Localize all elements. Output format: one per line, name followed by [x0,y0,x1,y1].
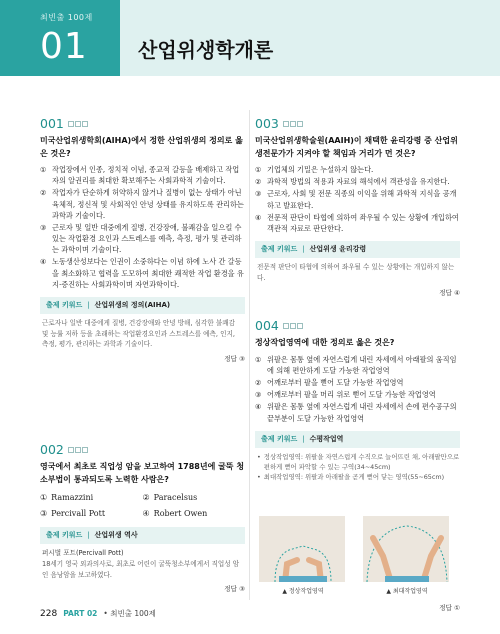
question-number: 004 [255,318,279,333]
check-boxes [283,121,303,127]
normal-area-illustration [257,516,349,595]
keyword-bar: 출제 키워드 | 산업위생 역사 [40,527,245,544]
keyword-bar: 출제 키워드 | 수평작업역 [255,431,460,448]
column-divider [249,110,250,600]
option: ① 기업체의 기밀은 누설하지 않는다. [255,165,374,175]
question-text: 정상작업영역에 대한 정의로 옳은 것은? [255,338,395,348]
question-number: 003 [255,116,279,131]
chapter-header [0,0,500,76]
explanation: 근로자나 일반 대중에게 질병, 건강장애와 안녕 방해, 심각한 불쾌감 및 능률 저하 등을 초래하는 작업환경요인과 스트레스를 예측, 인지, 측정, 평가, 관리하는 과학과 기술이다. [42,318,235,349]
question-001 [40,114,245,365]
option: ④ 위팔은 몸통 옆에 자연스럽게 내린 자세에서 손에 편수공구의 끝부분이 도달 가능한 작업영역 [255,402,457,423]
chapter-title: 산업위생학개론 [138,38,274,62]
answer: 정답 ④ [439,288,460,297]
explanation: 18세기 영국 외과의사로, 최초로 어린이 굴뚝청소부에게서 직업성 암인 음낭암을 보고하였다. [42,559,240,579]
option-grid [40,492,245,520]
bullet-item: • 정상작업영역: 위팔을 자연스럽게 수직으로 늘어뜨린 채, 아래팔만으로 편하게 뻗어 파악할 수 있는 구역(34~45cm) [257,452,460,471]
keyword-bar: 출제 키워드 | 산업위생 윤리강령 [255,241,460,258]
page-footer [40,608,156,619]
keyword-value: 산업위생의 정의(AIHA) [94,300,171,309]
keyword-label: 출제 키워드 [261,434,298,443]
page-number: 228 [40,609,58,619]
check-boxes [68,447,88,453]
part-label: PART 02 [63,609,98,618]
chapter-number: 01 [40,26,88,67]
question-003 [255,114,460,298]
figure-caption-normal: ▲ 정상작업영역 [282,588,324,595]
keyword-value: 산업위생 윤리강령 [309,245,367,254]
keyword-label: 출제 키워드 [261,245,298,254]
max-arm-icon [361,516,453,582]
question-text: 미국산업위생학술원(AAIH)이 채택한 윤리강령 중 산업위생전문가가 지켜야 할 책임과 거리가 먼 것은? [255,136,458,158]
answer: 정답 ③ [224,355,245,364]
answer: 정답 ③ [224,585,245,594]
keyword-bar: 출제 키워드 | 산업위생의 정의(AIHA) [40,297,245,314]
option: ② 어깨로부터 팔을 뻗어 도달 가능한 작업영역 [255,378,404,388]
option: ① 작업장에서 인종, 정치적 이념, 종교적 갈등을 배제하고 작업자의 알권리를 최대한 확보해주는 사회과학적 기술이다. [40,165,240,186]
option: ② Paracelsus [142,493,198,503]
explanation-bullets [255,448,460,483]
keyword-label: 출제 키워드 [46,300,83,309]
question-text: 영국에서 최초로 직업성 암을 보고하여 1788년에 굴뚝 청소부법이 통과되도록 노력한 사람은? [40,462,245,484]
work-area-figure [257,516,455,598]
keyword-label: 출제 키워드 [46,530,83,539]
keyword-value: 수평작업역 [309,434,344,443]
option: ④ 노동생산성보다는 인권이 소중하다는 이념 하에 노사 간 갈등을 최소화하고 협력을 도모하여 최대한 쾌적한 작업 환경을 유지·증진하는 사회과학이며 자연과학이다. [40,257,244,289]
question-number: 002 [40,442,64,457]
check-boxes [283,323,303,329]
bullet-item: • 최대작업영역: 위팔과 아래팔을 곧게 뻗어 닿는 영역(55~65cm) [257,473,445,482]
check-boxes [68,121,88,127]
chapter-subtitle: 최빈출 100제 [40,13,93,22]
option: ② 과학적 방법의 적용과 자료의 해석에서 객관성을 유지한다. [255,177,450,187]
option: ① 위팔은 몸통 옆에 자연스럽게 내린 자세에서 아래팔의 움직임에 의해 편안하게 도달 가능한 작업영역 [255,354,457,375]
chapter-number-block [0,0,120,76]
question-002 [40,440,245,595]
question-number: 001 [40,116,64,131]
option: ④ Robert Owen [142,508,208,518]
option: ④ 전문적 판단이 타협에 의하여 좌우될 수 있는 상황에 개입하여 객관적 자료로 판단한다. [255,212,459,233]
option: ③ Percivall Pott [40,508,106,518]
option: ③ 근로자, 사회 및 전문 직종의 이익을 위해 과학적 지식을 공개하고 발표한다. [255,189,457,210]
answer: 정답 ① [439,604,460,612]
option: ② 작업자가 단순하게 허약하지 않거나 질병이 없는 상태가 아닌 육체적, 정신적 및 사회적인 안녕 상태를 유지하도록 관리하는 과학과 기술이다. [40,188,244,220]
keyword-value: 산업위생 역사 [94,530,138,539]
option: ③ 근로자 및 일반 대중에게 질병, 건강장애, 불쾌감을 일으킬 수 있는 작업환경 요인과 스트레스를 예측, 측정, 평가 및 관리하는 과학이며 기술이다. [40,222,242,255]
option: ① Ramazzini [40,493,94,503]
figure-caption-max: ▲ 최대작업영역 [386,588,428,595]
question-text: 미국산업위생학회(AIHA)에서 정한 산업위생의 정의로 옳은 것은? [40,136,243,158]
normal-arm-icon [257,516,349,582]
explanation-title: 퍼시벌 포트(Percivall Pott) [42,548,124,557]
section-label: • 최빈출 100제 [103,609,156,618]
option: ③ 어깨로부터 팔을 머리 위로 뻗어 도달 가능한 작업영역 [255,390,436,400]
question-004 [255,316,460,482]
max-area-illustration [361,516,453,595]
explanation: 전문적 판단이 타협에 의하여 좌우될 수 있는 상황에는 개입하지 않는다. [257,262,455,282]
